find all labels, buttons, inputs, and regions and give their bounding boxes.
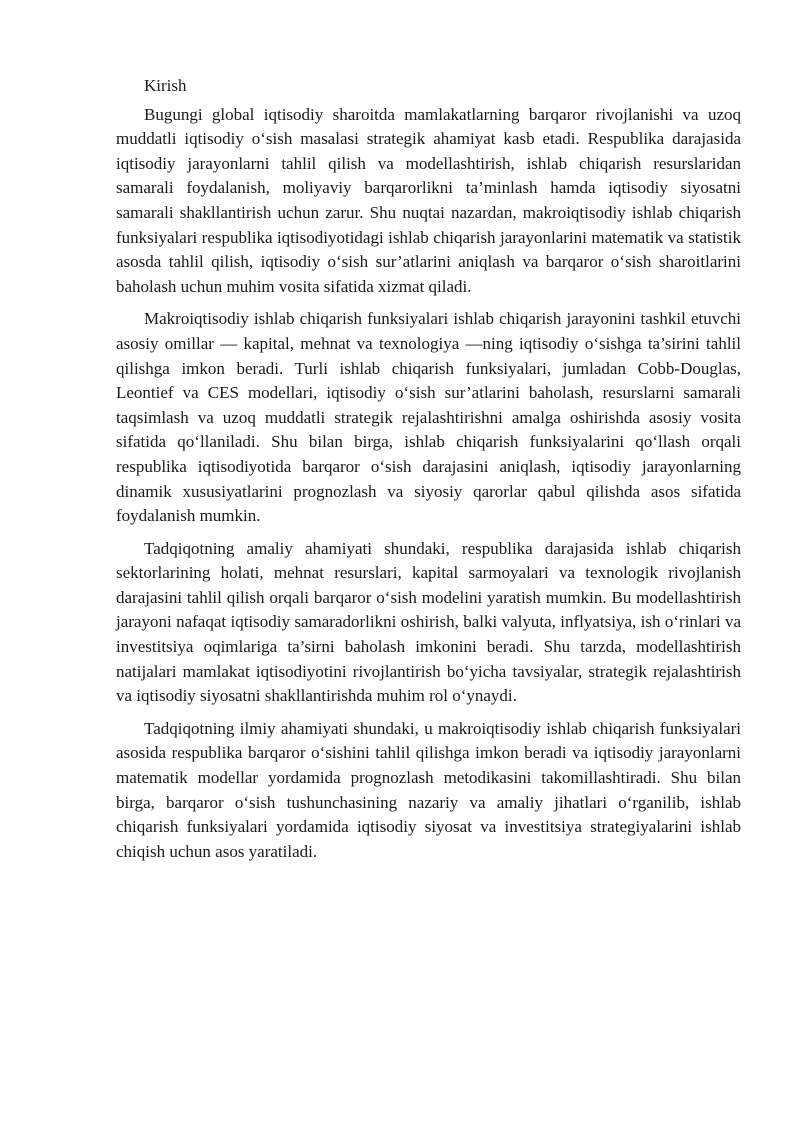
paragraph-practical-significance: Tadqiqotning amaliy ahamiyati shundaki, respublika darajasida ishlab chiqarish sektorlarining holati, mehnat resurslari, kapital sarmoyalari va texnologik rivojlanish darajasini tahlil qilish orqali barqaror o‘sish modelini yaratish mumkin. Bu modellashtirish jarayoni nafaqat iqtisodiy samaradorlikni oshirish, balki valyuta, inflyatsiya, ish o‘rinlari va investitsiya oqimlariga ta’sirni baholash imkonini beradi. Shu tarzda, modellashtirish natijalari mamlakat iqtisodiyotini rivojlantirish bo‘yicha tavsiyalar, strategik rejalashtirish va iqtisodiy siyosatni shakllantirishda muhim rol o‘ynaydi. [116, 538, 741, 706]
document-page [116, 74, 741, 872]
paragraph-production-functions: Makroiqtisodiy ishlab chiqarish funksiyalari ishlab chiqarish jarayonini tashkil etuvchi asosiy omillar — kapital, mehnat va texnologiya —ning iqtisodiy o‘sishga ta’sirini tahlil qilishga imkon beradi. Turli ishlab chiqarish funksiyalari, jumladan Cobb-Douglas, Leontief va CES modellari, iqtisodiy o‘sish sur’atlarini baholash, resurslarni samarali taqsimlash va uzoq muddatli strategik rejalashtirishni amalga oshirishda asosiy vosita sifatida qo‘llaniladi. Shu bilan birga, ishlab chiqarish funksiyalarini qo‘llash orqali respublika iqtisodiyotida barqaror o‘sish darajasini aniqlash, iqtisodiy jarayonlarning dinamik xususiyatlarini prognozlash va siyosiy qarorlar qabul qilishda asos sifatida foydalanish mumkin. [116, 309, 741, 526]
paragraph-introduction: Bugungi global iqtisodiy sharoitda mamlakatlarning barqaror rivojlanishi va uzoq muddatli iqtisodiy o‘sish masalasi strategik ahamiyat kasb etadi. Respublika darajasida iqtisodiy jarayonlarni tahlil qilish va modellashtirish, ishlab chiqarish resurslaridan samarali foydalanish, moliyaviy barqarorlikni ta’minlash hamda iqtisodiy siyosatni samarali shakllantirish uchun zarur. Shu nuqtai nazardan, makroiqtisodiy ishlab chiqarish funksiyalari respublika iqtisodiyotidagi ishlab chiqarish jarayonlarini matematik va statistik asosda tahlil qilish, iqtisodiy o‘sish sur’atlarini aniqlash va barqaror o‘sish sharoitlarini baholash uchun muhim vosita sifatida xizmat qiladi. [116, 104, 741, 296]
section-heading: Kirish [144, 76, 187, 95]
paragraph-scientific-significance: Tadqiqotning ilmiy ahamiyati shundaki, u makroiqtisodiy ishlab chiqarish funksiyalari asosida respublika barqaror o‘sishini tahlil qilishga imkon beradi va iqtisodiy jarayonlarni matematik modellar yordamida prognozlash metodikasini takomillashtiradi. Shu bilan birga, barqaror o‘sish tushunchasining nazariy va amaliy jihatlari o‘rganilib, ishlab chiqarish funksiyalari yordamida iqtisodiy siyosat va investitsiya strategiyalarini ishlab chiqish uchun asos yaratiladi. [116, 718, 741, 861]
